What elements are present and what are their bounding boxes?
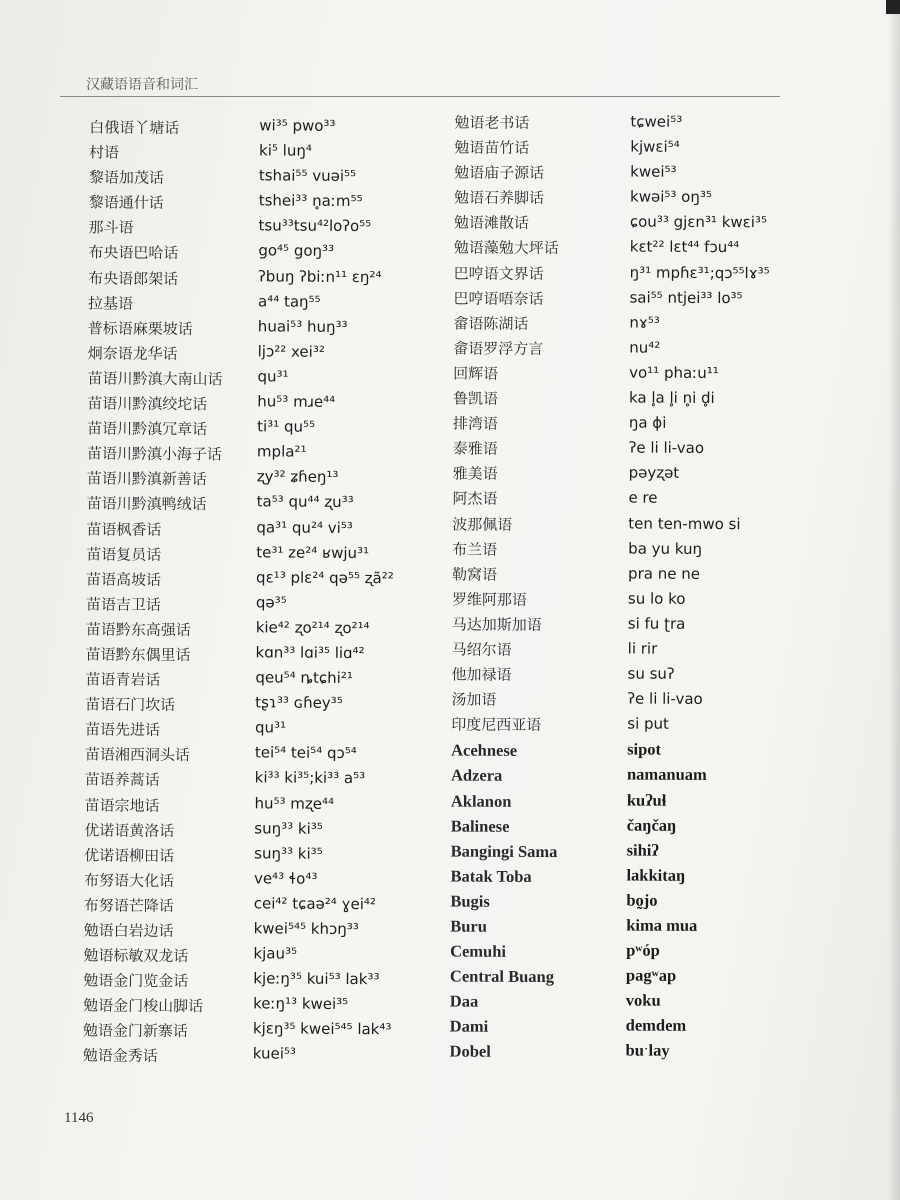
language-name: 苗语吉卫话	[85, 595, 161, 614]
word-form: keːŋ¹³ kwei³⁵	[253, 994, 349, 1014]
word-form: wi³⁵ pwo³³	[259, 116, 336, 135]
language-name: 布央语巴哈话	[88, 243, 179, 263]
language-name: 鲁凯语	[452, 389, 499, 408]
word-form: kima mua	[626, 915, 698, 935]
word-form: ŋa ɸi	[628, 413, 667, 432]
language-name: 回辉语	[453, 364, 499, 383]
word-form: vo¹¹ phaːu¹¹	[629, 363, 719, 382]
word-form: lakkitaŋ	[626, 865, 686, 885]
language-name: 苗语先进话	[84, 720, 161, 740]
language-name: Cemuhi	[450, 941, 507, 961]
language-name: 雅美语	[452, 464, 498, 484]
language-name: 布努语大化话	[83, 871, 175, 890]
language-name: 苗语养蒿话	[84, 770, 160, 790]
word-form: ki⁵ luŋ⁴	[259, 141, 312, 160]
word-form: bo̰jo	[626, 890, 658, 910]
word-form: kɛt²² lɛt⁴⁴ fɔu⁴⁴	[629, 238, 740, 257]
language-name: Adzera	[450, 765, 503, 786]
word-form: li rir	[627, 639, 658, 658]
language-name: 苗语湘西洞头话	[84, 745, 190, 765]
word-form: qu³¹	[254, 718, 287, 737]
language-name: 苗语川黔滇鸭绒话	[86, 494, 207, 514]
language-name: 他加禄语	[451, 665, 512, 684]
word-form: qeu⁵⁴ ȵtɕhi²¹	[255, 668, 353, 688]
language-name: 勉语苗竹话	[454, 138, 530, 158]
page-number: 1146	[64, 1110, 94, 1126]
word-form: kjɛŋ³⁵ kwei⁵⁴⁵ lak⁴³	[252, 1019, 392, 1039]
language-name: 苗语青岩话	[85, 670, 161, 689]
word-form: tʂɿ³³ ɢɦey³⁵	[255, 693, 343, 713]
word-form: ŋ³¹ mpɦɛ³¹;qɔ⁵⁵lɤ³⁵	[629, 263, 770, 282]
word-form: su lo ko	[627, 589, 686, 608]
language-name: 勉语标敏双龙话	[83, 946, 189, 966]
word-form: tsu³³tsu⁴²loʔo⁵⁵	[258, 216, 372, 236]
language-name: 黎语加茂话	[88, 168, 164, 188]
corner-mark	[886, 0, 900, 14]
language-name: Dobel	[449, 1041, 491, 1062]
word-form: si fu ʈra	[627, 614, 686, 633]
word-form: sai⁵⁵ ntjei³³ lo³⁵	[629, 288, 743, 307]
running-header: 汉藏语语音和词汇	[86, 77, 198, 93]
language-name: 苗语川黔滇大南山话	[87, 369, 223, 389]
word-form: kwəi⁵³ oŋ³⁵	[629, 187, 712, 207]
page-edge-shadow	[888, 0, 900, 1200]
language-name: 优诺语柳田话	[84, 846, 175, 865]
language-name: 布兰语	[452, 540, 498, 559]
language-name: 苗语川黔滇小海子话	[86, 444, 223, 464]
language-name: 勉语金门览金话	[83, 971, 189, 991]
language-name: 汤加语	[451, 690, 497, 709]
language-name: 苗语川黔滇新善话	[86, 469, 207, 489]
word-form: nu⁴²	[629, 338, 661, 357]
word-form: kwei⁵⁴⁵ khɔŋ³³	[253, 919, 359, 939]
word-form: čaŋčaŋ	[626, 815, 677, 835]
word-form: sihiʔ	[626, 840, 659, 860]
word-form: tei⁵⁴ tei⁵⁴ qɔ⁵⁴	[254, 743, 357, 763]
language-name: 罗维阿那语	[451, 590, 528, 609]
word-form: namanuam	[626, 764, 707, 785]
language-name: 畲语陈湖话	[453, 314, 529, 333]
language-name: 白俄语丫塘话	[89, 118, 180, 138]
word-form: cei⁴² tɕaə²⁴ ɣei⁴²	[253, 894, 377, 914]
word-form: ten ten-mwo si	[628, 514, 741, 533]
header-rule	[60, 96, 780, 97]
column-forms-right	[626, 110, 811, 1064]
word-form: qɛ¹³ plɛ²⁴ qə⁵⁵ ʐã²²	[256, 568, 394, 587]
word-form: demdem	[625, 1015, 687, 1036]
word-form: pʷóp	[626, 940, 660, 960]
word-form: ka l̥a l̥i n̥i d̥i	[628, 388, 715, 408]
word-form: a⁴⁴ taŋ⁵⁵	[257, 292, 321, 311]
word-form: go⁴⁵ goŋ³³	[258, 241, 335, 261]
word-form: sipot	[627, 739, 662, 760]
word-form: hu⁵³ mɹe⁴⁴	[257, 392, 336, 411]
language-name: 马达加斯加语	[451, 615, 542, 634]
language-name: 勉语金门新寨话	[82, 1021, 189, 1041]
language-name: 苗语黔东偶里话	[85, 645, 191, 665]
word-form: kuʔuɬ	[626, 790, 667, 810]
language-name: 勉语石养脚话	[453, 188, 545, 208]
language-name: 勉语金秀话	[82, 1046, 158, 1066]
word-form: nɤ⁵³	[629, 313, 660, 332]
language-name: 畲语罗浮方言	[453, 339, 544, 358]
word-form: ve⁴³ ɬo⁴³	[253, 869, 318, 888]
language-name: 拉基语	[87, 294, 134, 313]
word-form: ʔbuŋ ʔbiːn¹¹ ɛŋ²⁴	[258, 266, 382, 286]
language-name: 勉语滩散话	[453, 213, 529, 233]
language-name: 炯奈语龙华话	[87, 344, 178, 363]
word-form: e re	[628, 488, 658, 508]
word-form: kjau³⁵	[253, 944, 298, 963]
language-name: 勉语庙子源话	[454, 163, 545, 183]
language-name: 巴哼语唔奈话	[453, 289, 544, 308]
language-name: 勉语白岩边话	[83, 921, 174, 941]
word-form: tshai⁵⁵ vuəi⁵⁵	[258, 166, 357, 186]
language-name: 勉语金门梭山脚话	[83, 996, 204, 1016]
word-form: ta⁵³ qu⁴⁴ ʐu³³	[256, 492, 354, 512]
word-form: ki³³ ki³⁵;ki³³ a⁵³	[254, 768, 366, 788]
word-form: ba yu kuŋ	[628, 539, 703, 558]
word-form: kjeːŋ³⁵ kui⁵³ lak³³	[253, 969, 380, 989]
language-name: 黎语通什话	[88, 193, 164, 213]
language-name: Acehnese	[451, 740, 518, 761]
language-name: 那斗语	[88, 218, 134, 238]
word-form: ɕou³³ gjɛn³¹ kwɛi³⁵	[629, 212, 768, 232]
word-form: voku	[625, 990, 661, 1010]
language-name: 布央语郎架话	[88, 268, 179, 288]
language-name: 普标语麻栗坡话	[87, 319, 193, 338]
language-name: 波那佩语	[452, 515, 513, 534]
language-name: 苗语复员话	[86, 545, 162, 564]
language-name: 苗语川黔滇绞坨话	[87, 394, 208, 414]
column-language-names-right	[450, 111, 635, 1065]
word-form: qə³⁵	[255, 593, 287, 612]
language-name: 苗语石门坎话	[85, 695, 176, 715]
word-form: tshei³³ n̥aːm⁵⁵	[258, 191, 363, 211]
language-name: Dami	[449, 1016, 489, 1037]
language-name: 苗语枫香话	[86, 519, 162, 539]
language-name: Bugis	[450, 891, 490, 911]
language-name: Buru	[450, 916, 487, 936]
word-form: si put	[627, 714, 669, 733]
word-form: kie⁴² ʐo²¹⁴ ʐo²¹⁴	[255, 618, 370, 638]
word-form: mpla²¹	[256, 442, 307, 461]
language-name: Balinese	[450, 816, 510, 836]
language-name: 勉语老书话	[454, 113, 530, 132]
word-form: qu³¹	[257, 367, 289, 386]
language-name: 苗语高坡话	[86, 570, 162, 589]
word-form: kɑn³³ lɑi³⁵ liɑ⁴²	[255, 643, 365, 663]
word-form: ʐy³² ʑɦeŋ¹³	[256, 467, 339, 487]
word-form: huai⁵³ huŋ³³	[257, 317, 348, 336]
word-form: kuei⁵³	[252, 1044, 296, 1064]
language-name: 村语	[89, 143, 120, 162]
word-form: ti³¹ qu⁵⁵	[257, 417, 316, 436]
word-form: ʔe li li-vao	[627, 689, 703, 709]
word-form: ʔe li li-vao	[628, 438, 705, 458]
word-form: pagʷap	[625, 965, 677, 985]
language-name: 优诺语黄洛话	[84, 821, 175, 840]
language-name: 布努语芒降话	[83, 896, 174, 915]
language-name: Daa	[449, 991, 479, 1011]
word-form: tɕwei⁵³	[630, 112, 683, 131]
word-form: kjwɛi⁵⁴	[630, 137, 680, 156]
word-form: buˑlay	[625, 1040, 670, 1061]
language-name: Bangingi Sama	[450, 841, 558, 861]
word-form: kwei⁵³	[630, 162, 677, 181]
word-form: qa³¹ qu²⁴ vi⁵³	[256, 517, 353, 537]
language-name: Central Buang	[449, 966, 555, 987]
language-name: 苗语宗地话	[84, 795, 160, 815]
word-form: pəyʐət	[628, 463, 680, 483]
word-form: ljɔ²² xei³²	[257, 342, 325, 361]
language-name: Batak Toba	[450, 866, 532, 886]
language-name: 巴哼语文界话	[453, 264, 544, 283]
language-name: 排湾语	[452, 414, 498, 433]
column-forms-left	[253, 113, 450, 1068]
language-name: 苗语川黔滇冗章话	[87, 419, 208, 439]
language-name: 勉语藻勉大坪话	[453, 239, 559, 258]
language-name: 泰雅语	[452, 439, 498, 458]
word-form: pra ne ne	[628, 564, 701, 583]
language-name: 马绍尔语	[451, 640, 512, 659]
word-form: hu⁵³ mʐe⁴⁴	[254, 793, 335, 813]
language-name: 苗语黔东高强话	[85, 620, 191, 640]
word-form: te³¹ ze²⁴ ʁwju³¹	[256, 542, 370, 562]
word-form: suŋ³³ ki³⁵	[254, 844, 323, 863]
word-form: su suʔ	[627, 664, 675, 683]
language-name: Aklanon	[450, 791, 512, 811]
language-name: 阿杰语	[452, 489, 498, 509]
column-language-names-left	[83, 115, 260, 1070]
word-form: suŋ³³ ki³⁵	[254, 818, 323, 838]
language-name: 印度尼西亚语	[451, 715, 542, 735]
language-name: 勒窝语	[452, 565, 498, 584]
